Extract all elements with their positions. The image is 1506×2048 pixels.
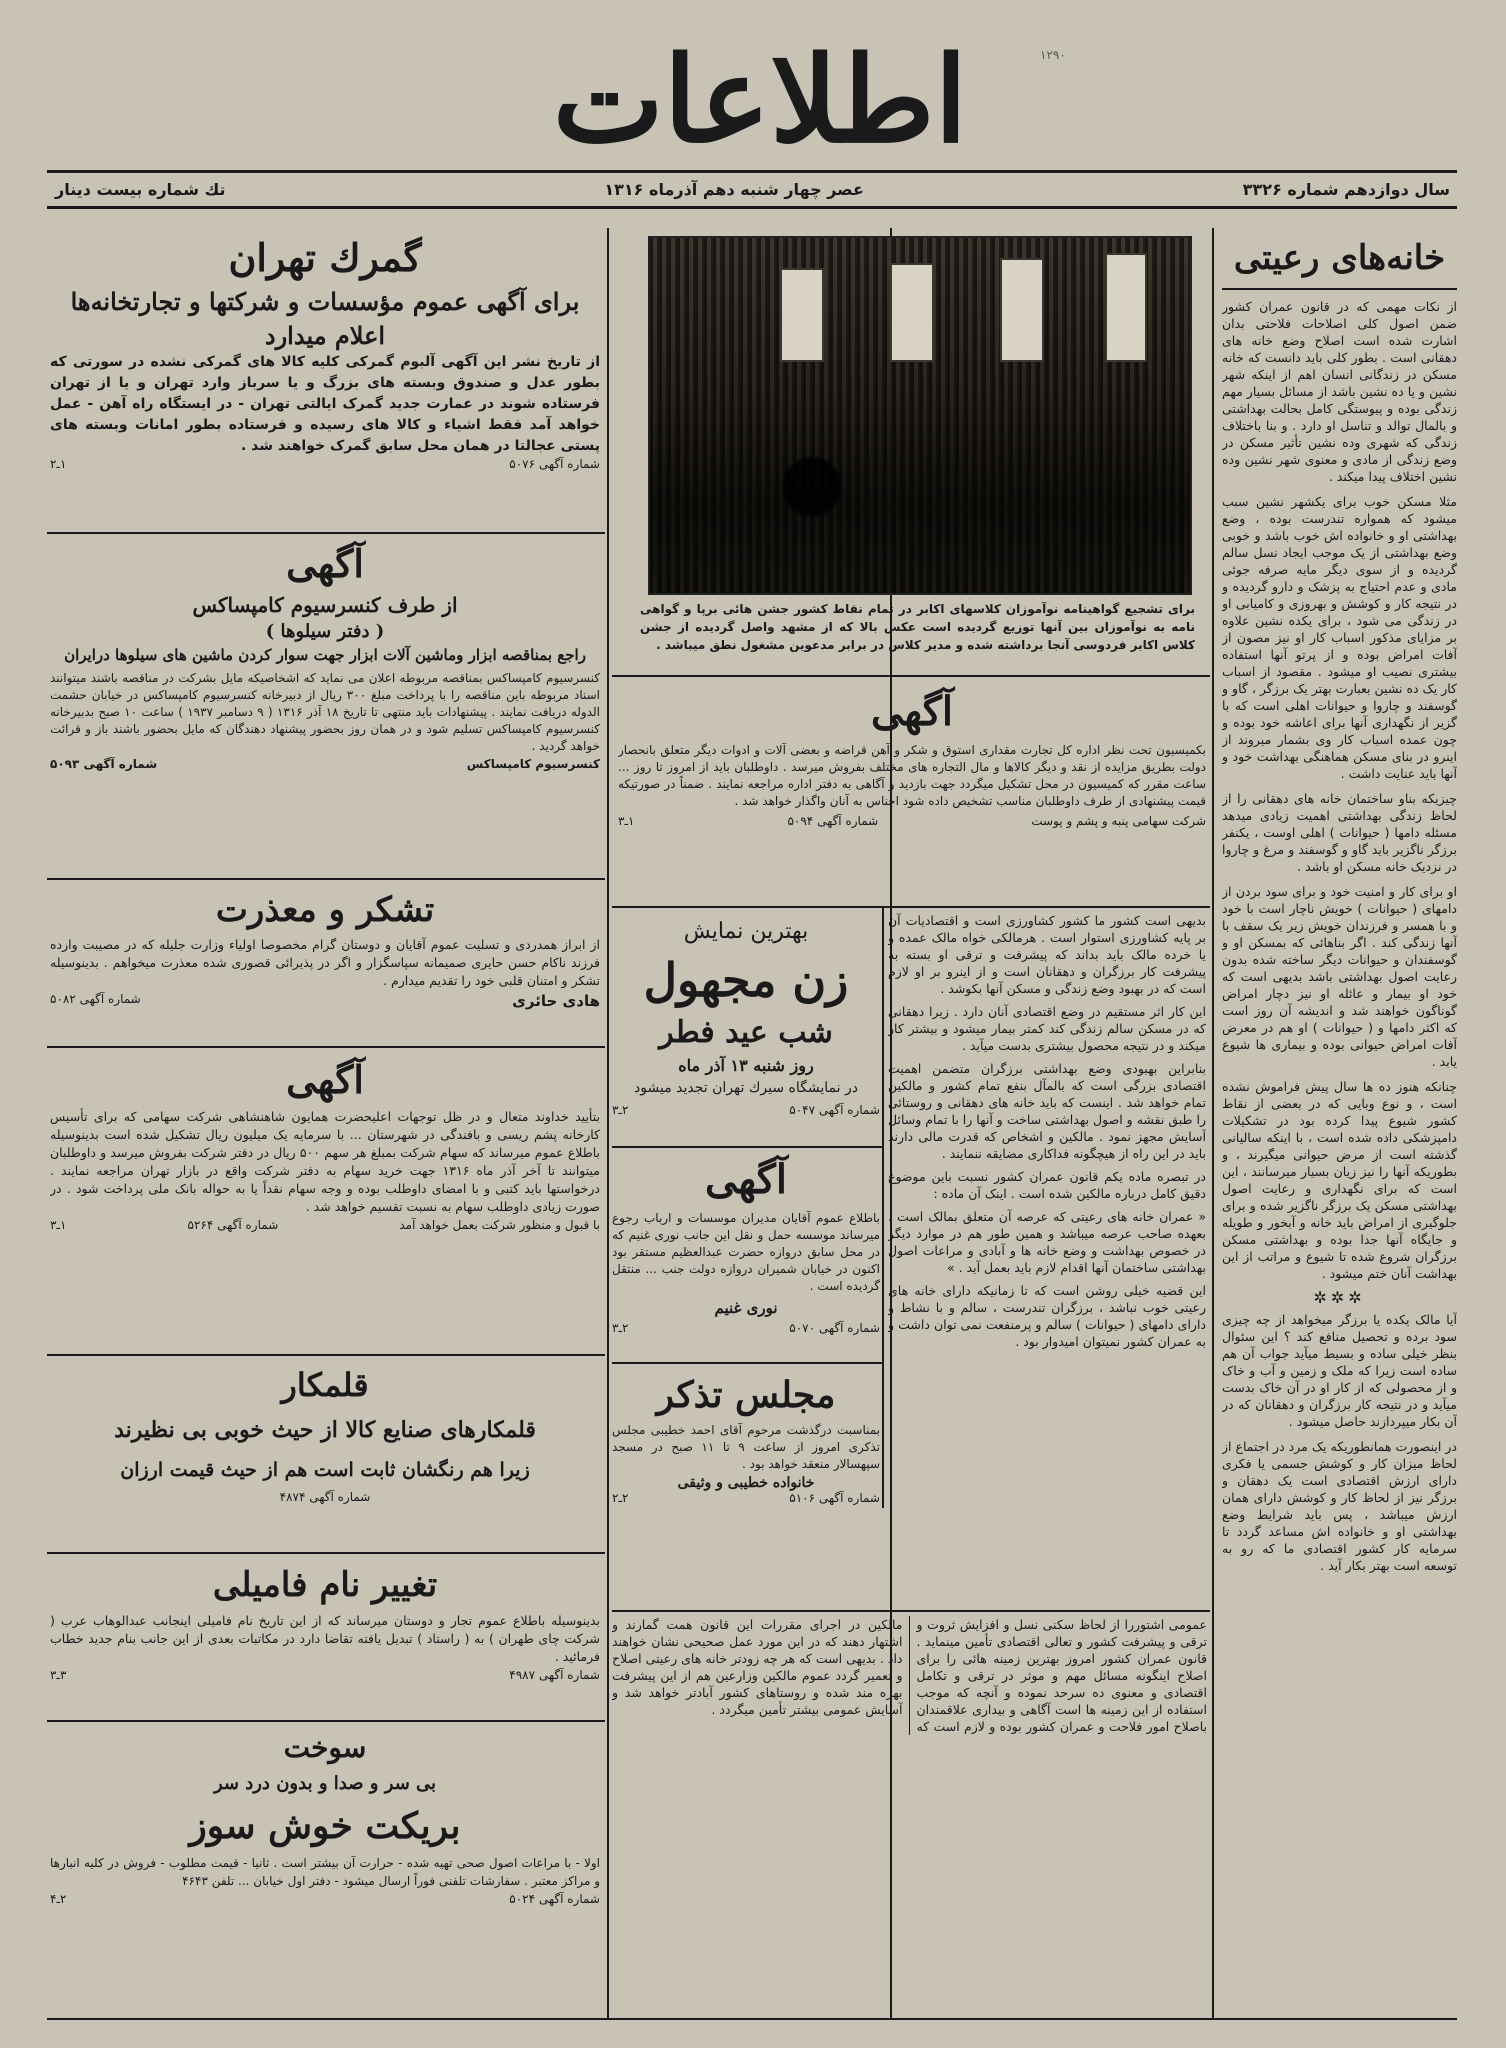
customs-sub1: برای آگهی عموم مؤسسات و شرکتها و تجارتخانه‌ها bbox=[70, 287, 580, 316]
ad-rule bbox=[612, 1362, 882, 1364]
masthead-title: اطلاعات bbox=[552, 30, 968, 169]
customs-text: از تاریخ نشر این آگهی آلبوم گمرکی کلیه کالا های گمرکی نشده در سورتی که بطور عدل و صندوق وبسته های بزرگ و یا سرباز وارد تهران و یا از تهران فرستاده شوند در عمارت جدید گمرک ایالتی تهران - در ایستگاه راه آهن - عمل خواهد آمد فقط اشیاء و کالا های رسیده و فرستاده بطور امانات وبسته های پستی عجالتا در همان محل سابق گمرک خواهند شد . bbox=[50, 354, 600, 454]
ad-title: آگهی bbox=[705, 1156, 787, 1203]
ad-thanks bbox=[50, 884, 600, 1044]
article-rural-houses bbox=[1222, 228, 1457, 2018]
masthead-rule-bottom bbox=[47, 206, 1457, 209]
ad-transport bbox=[612, 1150, 880, 1360]
ad-seq: ۱ـ۳ bbox=[618, 814, 635, 828]
dateline-issue: سال دوازدهم شماره ۳۳۲۶ bbox=[1242, 179, 1450, 199]
article-paragraph: چنانکه هنوز ده ها سال پیش فراموش نشده است ، و نوع وبایی که در بعضی از نقاط کشور شیوع پیدا کرده بود در تشکیلات دامپزشکی داده شده است ، با اینکه سالیانی گذشته است از مرض حیوانی میگیرند ، و بطوریکه آنها را نیز زیان بسیار میرسانند ، این است که برای نگهداری و رعایت اصول بهداشتی مسکن یک برزگر ناگزیر شده و برای جلوگیری از امراض باید خانه و آبخور و طویله و جایگاه آنها جدا بوده و بهداشتی مسکن برزگران شروع شده تا شیوع و مراتب از این بهداشت آنان ختم میشود . bbox=[1222, 1079, 1457, 1281]
ad-rule bbox=[47, 1720, 605, 1722]
name-change-seq: ۳ـ۳ bbox=[50, 1668, 67, 1682]
fuel-title: سوخت bbox=[283, 1731, 367, 1764]
fuel-footer bbox=[50, 1892, 600, 1906]
ad-footer bbox=[612, 1491, 880, 1505]
ad-title: آگهی bbox=[871, 688, 953, 735]
show-footer bbox=[612, 1103, 880, 1117]
ad-qalamkar bbox=[50, 1360, 600, 1550]
qalamkar-footer bbox=[50, 1490, 600, 1504]
ad-sub3: راجع بمناقصه ابزار وماشین آلات ابزار جهت سوار کردن ماشین های سیلوها درایران bbox=[64, 646, 586, 664]
customs-footer bbox=[50, 457, 600, 471]
ad-shares bbox=[50, 1052, 600, 1352]
news-photo bbox=[648, 236, 1192, 595]
ad-text: کنسرسیوم کامپساکس بمناقصه مربوطه اعلان می نماید که اشخاصیکه مایل بشرکت در مناقصه باشند میتوانند اسناد مربوطه باین مناقصه را با پرداخت مبلغ ۳۰۰ ریال از دبیرخانه کنسرسیوم کامپساکس در خیابان حشمت الدوله دریافت نمایند . پیشنهادات باید منتهی تا تاریخ ۱۸ آذر ۱۳۱۶ ( ۹ دسامبر ۱۹۳۷ ) ساعت ۱۰ صبح بدبیرخانه کنسرسیوم کامپساکس تسلیم شود و در همان روز بحضور پیشنهاد دهندگان که مایل بحضور باشند باز و قرائت خواهد گردید . bbox=[50, 671, 600, 753]
qalamkar-title: قلمکار bbox=[281, 1366, 369, 1404]
ad-rule bbox=[47, 532, 605, 534]
ad-rule bbox=[47, 878, 605, 880]
ad-ref: شماره آگهی ۵۰۹۳ bbox=[50, 757, 158, 771]
article-paragraph: در اینصورت همانطوریکه یک مرد در اجتماع از لحاظ میزان کار و کوشش جسمی یا فکری دارای ارزش اقتصادی است یک دهقان و برزگر نیز از لحاظ کار و کوشش دارای همان ارزش میباشد ، پس باید شرایط وضع بهداشتی او و خانواده اش مساعد گردد تا سرمایه کار کشور اقتصادی ما که رو به توسعه است بهتر بکار آید . bbox=[1222, 1439, 1457, 1573]
article-paragraph: مثلا مسکن خوب برای یکشهر نشین سبب میشود که همواره تندرست بوده ، وضع بهداشتی او و خانواده اش خوب باشد و خوبی وضع بهداشتی از یک موجب ایجاد نسل سالم گردیده و از سوی دیگر مایه صرفه جوئی مادی و عدم احتیاج به پزشک و دارو گردیده و در نتیجه کار و کوشش و بهروزی و کامیابی او در زندگی می شود ، برای یکده نشین علاوه بر مزایای مذکور اسباب کار او نیز مصون از آفات امراض بوده و از پرتو آنها استفاده بیشتری نصیب او میشود . مقصود از اسباب کار یک ده نشین بعبارت بهتر یک برزگر ، گاو و گوسفند و چاروا و حیوانات اهلی است که با گزیر از نگهداری آنها برای اعاشه خود بوده و چون عمده اسباب کار وی بشمار میروند از اینرو در بنای مسکن هماهنگی بهداشت خود و آنها باید عنایت داشت . bbox=[1222, 494, 1457, 781]
show-title: زن مجهول bbox=[643, 953, 849, 1007]
ad-sub2: ( دفتر سیلوها ) bbox=[265, 621, 385, 642]
ad-sign: خانواده خطیبی و وثیقی bbox=[677, 1475, 815, 1491]
dateline-price: تك شماره بیست دینار bbox=[55, 179, 226, 199]
article-paragraph: « عمران خانه های رعیتی که عرصه آن متعلق بمالک است ، بعهده صاحب عرصه میباشد و همین طور هم در موارد دیگر در خصوص بهداشت و وضع خانه ها و آبادی و مراعات اصول بهداشتی ساختمان آنها اقدام لازم باید بعمل آید . » bbox=[888, 1209, 1206, 1275]
ad-sign: کنسرسیوم کامپساکس bbox=[466, 757, 600, 771]
article-paragraph: بدیهی است کشور ما کشور کشاورزی است و اقتصادیات آن بر پایه کشاورزی استوار است . هرمالکی خواه مالک عمده و یا خرده مالک باید بداند که پیشرفت و ترقی او بسته به پیشرفت کار برزگران و دهقانان است و از اینرو بر او لازم است که در بهبود وضع زندگی و مسکن آنها بکوشد . bbox=[888, 913, 1206, 996]
ad-rule bbox=[47, 1354, 605, 1356]
subcolumn-rule bbox=[882, 908, 884, 1508]
fuel-brand: بریکت خوش سوز bbox=[189, 1805, 461, 1847]
corner-mark: ۱۲۹۰ bbox=[1040, 48, 1066, 62]
photo-window bbox=[890, 263, 934, 362]
show-line1: بهترین نمایش bbox=[683, 919, 809, 944]
name-change-ref: شماره آگهی ۴۹۸۷ bbox=[509, 1668, 600, 1682]
article-paragraph: چیزیکه بناو ساختمان خانه های دهقانی را از لحاظ زندگی بهداشتی اهمیت زیادی میدهد مسئله دامها ( حیوانات ) اهلی اوست ، یکنفر برزگر ناگزیر باید گاو و گوسفند و مرغ و چاروا در نزدیک خانه مسکن او باشد . bbox=[1222, 791, 1457, 874]
customs-sub2: اعلام میدارد bbox=[264, 321, 386, 350]
show-line4: در نمایشگاه سیرك تهران تجدید میشود bbox=[634, 1080, 858, 1096]
customs-ref: شماره آگهی ۵۰۷۶ bbox=[509, 457, 600, 471]
article-paragraph: از نکات مهمی که در قانون عمران کشور ضمن اصول کلی اصلاحات فلاحتی بدان اشارت شده است اصلاح وضع خانه های دهقانی است . بطور کلی باید دانست که خانه مسکن در زندگانی انسان اهم از اینکه شهر نشین و یا ده نشین باشد از مسائل بسیار مهم زندگی بوده و پیوستگی کامل بحالت بهداشتی و بالمال توالد و تناسل او دارد . و بنا باختلاف زندگی که شهری وده نشین تأثیر مسکن در وضع زندگی از مادی و معنوی شهر نشین وده نشین اختلاف پیدا میکند . bbox=[1222, 299, 1457, 484]
qalamkar-line2: زیرا هم رنگشان ثابت است هم از حیث قیمت ارزان bbox=[120, 1459, 530, 1481]
ad-ref: شماره آگهی ۵۲۶۴ bbox=[187, 1218, 279, 1232]
ad-footer bbox=[50, 757, 600, 771]
ad-seq: ۲ـ۳ bbox=[612, 1321, 629, 1335]
fuel-ref: شماره آگهی ۵۰۲۴ bbox=[509, 1892, 600, 1906]
qalamkar-line1: قلمکارهای صنایع کالا از حیث خوبی بی نظیرند bbox=[114, 1417, 536, 1443]
thanks-text: از ابراز همدردی و تسلیت عموم آقایان و دوستان گرام مخصوصا اولیاء وزارت جلیله که در مصیبت وارده فرزند ناکام حسن حایری صمیمانه سپاسگزار و اگر در پذیرائی قصوری شده معذرت میخواهم . بدینوسیله تشکر و امتنان قلبی خود را تقدیم میدارم . bbox=[50, 937, 600, 988]
thanks-footer bbox=[50, 992, 600, 1010]
ad-rule bbox=[47, 1046, 605, 1048]
ad-text: باطلاع عموم آقایان مدیران موسسات و ارباب رجوع میرساند موسسه حمل و نقل این جانب نوری غنیم که در محل سابق دروازه حضرت عبدالعظیم مستقر بود اکنون در خیابان شمیران دروازه دولت جنب ... منتقل گردیده است . bbox=[612, 1211, 880, 1293]
article-paragraph: آیا مالک یکده یا برزگر میخواهد از چه چیزی سود برده و تحصیل منافع کند ؟ این سئوال بنظر خیلی ساده و بسیط میآید جواب آن هم ساده است زیرا که ملک و زمین و آب و خاک و از محصولی که از کار او در آن خاک بدست میآید و در نتیجه کار برزگران و دهقانان که در آن بکار میپردازند حاصل میشود . bbox=[1222, 1312, 1457, 1429]
section-stars: ✲✲✲ bbox=[1313, 1288, 1366, 1307]
center-right-article bbox=[888, 912, 1206, 1512]
ad-sub1: از طرف کنسرسیوم کامپساکس bbox=[192, 593, 458, 617]
name-change-title: تغییر نام فامیلی bbox=[212, 1565, 438, 1605]
fuel-seq: ۲ـ۴ bbox=[50, 1892, 67, 1906]
show-line2: شب عید فطر bbox=[659, 1015, 833, 1050]
ad-footer bbox=[618, 814, 1206, 828]
ad-fuel bbox=[50, 1726, 600, 2016]
dateline bbox=[55, 176, 1450, 202]
thanks-title: تشکر و معذرت bbox=[215, 890, 435, 930]
fuel-text: اولا - با مراعات اصول صحی تهیه شده - حرارت آن بیشتر است . ثانیا - قیمت مطلوب - فروش در کلیه انبارها و مراکز معتبر . سفارشات تلفنی فوراً ارسال میشود - دفتر اول خیابان ... تلفن ۴۶۴۳ bbox=[50, 1856, 600, 1888]
article-paragraph: بنابراین بهبودی وضع بهداشتی برزگران متضمن اهمیت اقتصادی بزرگی است که بالمآل بنفع تمام کشور و مالکین تمام خواهد شد . اینست که باید خانه های دهقانی و روستائی را طبق نقشه و اصول بهداشتی ساخت و آنها را با تمام وسائل آسایش مجهز نمود . مالکین و اشخاص که قدرت مالی دارند باید در این راه از هیچگونه فداکاری مضایقه ننمایند . bbox=[888, 1061, 1206, 1161]
name-change-text: بدینوسیله باطلاع عموم تجار و دوستان میرساند که از این تاریخ نام فامیلی اینجانب عبدالوهاب عرب ( شرکت چای طهران ) به ( راستاد ) تبدیل یافته تقاضا دارد در مکاتبات بعدی از این جانب بنام جدید خطاب فرمائید . bbox=[50, 1613, 600, 1664]
column-rule-left bbox=[607, 228, 609, 2018]
ad-text: بتأیید خداوند متعال و در ظل توجهات اعلیحضرت همایون شاهنشاهی شرکت سهامی که برای تأسیس کارخانه پشم ریسی و بافندگی در شهرستان ... با سرمایه یک میلیون ریال تشکیل شده است بدینوسیله باطلاع عموم میرساند که سهام شرکت بمبلغ هر سهم ۵۰۰ ریال در دفتر شرکت بفروش میرسد و داوطلبان میتوانند تا آخر آذر ماه ۱۳۱۶ جهت خرید سهام به دفتر شرکت واقع در بازار تهران مراجعه نمایند . درخواستها باید کتبی و با امضای داوطلب بوده و وجه سهام نقداً یا به حواله بانک ملی پرداخت شود . در صورت زیادی داوطلب سهام به نسبت تقسیم خواهد شد . bbox=[50, 1109, 600, 1214]
photo-window bbox=[780, 268, 824, 362]
show-ref: شماره آگهی ۵۰۴۷ bbox=[789, 1103, 880, 1117]
ad-customs bbox=[50, 232, 600, 530]
ad-show bbox=[612, 915, 880, 1145]
photo-caption: برای تشجیع گواهینامه نوآموزان کلاسهای اکابر در تمام نقاط کشور جشن هائی برپا و گواهی نامه به نوآموزان بین آنها توزیع گردیده است عکس بالا که از مشهد واصل گردیده از جشن کلاس اکابر فردوسی آنجا برداشته شده و مدیر کلاس در برابر مدعوین مشغول نطق میباشد . bbox=[640, 602, 1195, 652]
ad-sign: شرکت سهامی پنبه و پشم و پوست bbox=[1031, 814, 1206, 828]
ad-name-change bbox=[50, 1558, 600, 1716]
ad-seq: ۱ـ۳ bbox=[50, 1218, 67, 1232]
ad-text: بکمیسیون تحت نظر اداره کل تجارت مقداری استوق و شکر و آهن قراضه و بعضی آلات و ادوات دیگر متعلق بانحصار دولت بطریق مزایده از نقد و دیگر کالاها و مال التجاره های مختلف بفروش میرسد . داوطلبان باید از امروز تا روز ... ساعت مقرر که کمیسیون در محل تشکیل میگردد جهت بازدید و آگاهی به دفتر اداره مراجعه نمایند . ضمناً در صورتیکه قیمت پیشنهادی از طرف داوطلبان مناسب تشخیص داده شود اجناس به آنان واگذار خواهد شد . bbox=[618, 743, 1206, 808]
article-paragraph: عمومی اشتوررا از لحاظ سکنی نسل و افزایش ثروت و ترقی و پیشرفت کشور و تعالی اقتصادی تأمین مینماید . قانون عمران کشور امروز بهترین زمینه هائی را برای اصلاح اینگونه مسائل مهم و موثر در ترقی و تکامل اقتصادی و معنوی ده سرحد نموده و آنچه که موجب استفاده از این زمینه ها است آگاهی و بیداری علاقمندان باصلاح امور فلاحت و عمران کشور بوده و لازم است که مالکین در اجرای مقررات این قانون همت گمارند و اشتهار دهند که در این مورد عمل صحیحی نشان خواهند داد . بدیهی است که هر چه زودتر خانه های رعیتی اصلاح و تعمیر گردد عموم مالکین وزارعین هم از این پیشرفت بهره مند شده و روستاهای کشور آبادتر خواهد شد و آسایش عمومی بیشتر تأمین میگردد . bbox=[612, 1617, 1207, 1734]
ad-ref: شماره آگهی ۵۰۷۰ bbox=[789, 1321, 880, 1335]
photo-window bbox=[1105, 253, 1147, 362]
fuel-line1: بی سر و صدا و بدون درد سر bbox=[213, 1773, 437, 1794]
ad-title: آگهی bbox=[286, 1057, 364, 1102]
thanks-sign: هادی حائری bbox=[512, 992, 600, 1010]
article-paragraph: این قضیه خیلی روشن است که تا زمانیکه دارای خانه های رعیتی خوب نباشد ، برزگران تندرست ، سالم و با نشاط و دارای دامهای ( حیوانات ) سالم و پرمنفعت نمی توان داشت و به عمران کشور نمیتوان امیدوار بود . bbox=[888, 1283, 1206, 1349]
photo-window bbox=[1000, 258, 1044, 362]
name-change-footer bbox=[50, 1668, 600, 1682]
show-seq: ۲ـ۳ bbox=[612, 1103, 629, 1117]
article-paragraph: این کار اثر مستقیم در وضع اقتصادی آنان دارد . زیرا دهقانی که در مسکن سالم زندگی کند کمتر بیمار میشود و بیشتر کار میکند و در نتیجه محصول بیشتری بدست میآید . bbox=[888, 1004, 1206, 1053]
article-paragraph: در تبصره ماده یکم قانون عمران کشور نسبت باین موضوع دقیق کامل درباره مالکین شده است . اینک آن ماده : bbox=[888, 1169, 1206, 1201]
ad-sign: نوری غنیم bbox=[714, 1299, 778, 1317]
ad-ref: شماره آگهی ۵۱۰۶ bbox=[789, 1491, 880, 1505]
article-paragraph: او برای کار و امنیت خود و برای سود بردن از دامهای ( حیوانات ) خویش ناچار است با خود و با همسر و فرزندان خویش زیر یک سقف با آنها زندگی کند . اگر بناهائی که بمسکن او و گوسفندان و حیوانات دیگر ساخته شده بدون رعایت اصول بهداشتی باشد بدیهی است که خود او بیمار و عائله او نیز دچار امراض گوناگون خواهند شد و اندیشه آن روز است که اکثر دامها و ( حیوانات ) او هم در معرض آفات امراض حیوانی بوده و بیماری ها شیوع یابد . bbox=[1222, 884, 1457, 1069]
thanks-ref: شماره آگهی ۵۰۸۲ bbox=[50, 992, 141, 1006]
ad-seq: ۲ـ۲ bbox=[612, 1491, 629, 1505]
ad-auction bbox=[618, 682, 1206, 904]
center-bottom-rule bbox=[612, 1610, 1210, 1612]
article-headline: خانه‌های رعیتی bbox=[1222, 228, 1457, 290]
ad-footer bbox=[612, 1321, 880, 1335]
page-bottom-rule bbox=[47, 2018, 1457, 2020]
ad-memorial bbox=[612, 1368, 880, 1508]
masthead-rule-top bbox=[47, 170, 1457, 173]
column-rule-right bbox=[1212, 228, 1214, 2018]
qalamkar-ref: شماره آگهی ۴۸۷۴ bbox=[279, 1490, 371, 1504]
ad-rule bbox=[47, 1552, 605, 1554]
ad-note: با قبول و منظور شرکت بعمل خواهد آمد bbox=[399, 1218, 600, 1232]
ad-text: بمناسبت درگذشت مرحوم آقای احمد خطیبی مجلس تذکری امروز از ساعت ۹ تا ۱۱ صبح در مسجد سپهسالار منعقد خواهد بود . bbox=[612, 1423, 880, 1471]
ad-rule bbox=[612, 1146, 882, 1148]
photo-rule bbox=[612, 675, 1210, 677]
ad-footer bbox=[50, 1218, 600, 1232]
customs-title: گمرك تهران bbox=[228, 235, 422, 280]
ad-consortium bbox=[50, 537, 600, 875]
show-line3: روز شنبه ۱۳ آذر ماه bbox=[678, 1056, 814, 1075]
dateline-date: عصر چهار شنبه دهم آذرماه ۱۳۱۶ bbox=[604, 179, 864, 199]
center-bottom-article bbox=[612, 1616, 1207, 2016]
ad-ref: شماره آگهی ۵۰۹۴ bbox=[787, 814, 879, 828]
ad-title: مجلس تذکر bbox=[656, 1374, 836, 1416]
ad-rule bbox=[612, 906, 1210, 908]
ad-title: آگهی bbox=[286, 541, 364, 586]
customs-seq: ۱ـ۲ bbox=[50, 457, 67, 471]
